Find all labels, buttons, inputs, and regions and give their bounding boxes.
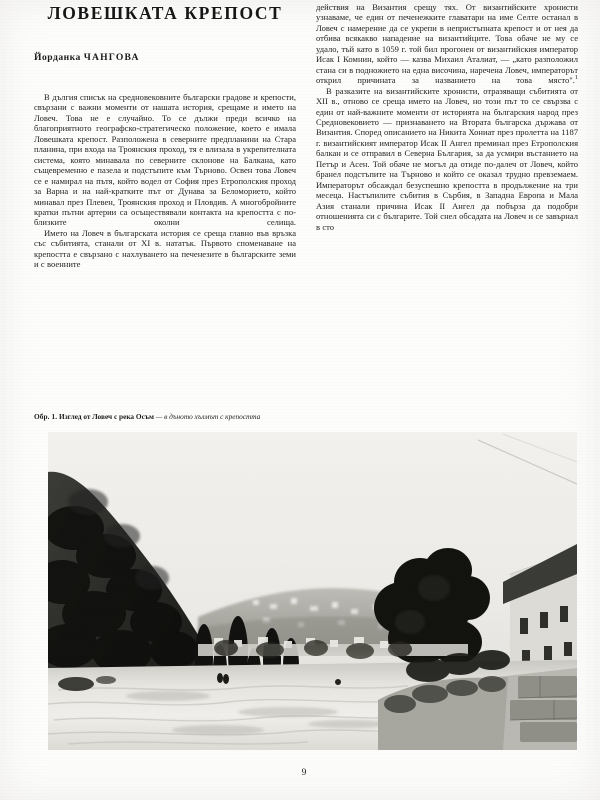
body-column-left (34, 92, 296, 270)
paragraph-text: действия на Византия срещу тях. От византийските хронисти узнаваме, че един от печенежките главатари на име Селте останал в Ловеч с намерение да се укрепи в непристъпната крепост и от нея да отбива всякакво нападение на византийците. Това обаче не му се удало, тъй като в 1059 г. той бил прогонен от византийския император Исак I Комнин, който — казва Михаил Аталиат, — „като разположил стана си в подножието на една височина, наречена Ловеч, императорът открил причината за названието на това място". (316, 2, 578, 86)
footnote-marker: 1 (574, 74, 578, 82)
page-number: 9 (301, 768, 307, 778)
paragraph-text: В разказите на византийските хронисти, отразяващи събитията от XII в., отново се среща името на Ловеч, но този път то се свързва с един от най-важните моменти от историята на българския народ през Средновековието — признаването на Втората българска държава от Византия. Според описанието на Никита Хониат през пролетта на 1187 г. византийският император Исак II Ангел преминал през Етрополския балкан и се отправил в Северна България, за да усмири въстанието на Петър и Асен. Той обаче не могъл да отиде по-далеч от Ловеч, който бранел подстъпите на Търново и който се оказал трудно превземаем. Императорът обсаждал безуспешно крепостта в продължение на три месеца. Настъпилите събития в Сърбия, в Западна Европа и Мала Азия станали причина Исак II Ангел да побърза да подобри отношенията си с българите. Той снел обсадата на Ловеч и се завърнал в сто (316, 85, 578, 232)
paragraph (316, 2, 578, 86)
photograph-image (48, 432, 577, 750)
page-content-area (28, 0, 580, 800)
figure-caption-dash: — (154, 412, 165, 421)
figure-caption-italic: в дъното хълмът с крепостта (164, 412, 261, 421)
article-author (34, 52, 296, 63)
author-first-name: Йорданка (34, 52, 81, 63)
figure-caption (34, 412, 580, 421)
paragraph (316, 86, 578, 232)
photo-lovech-river-osam (48, 432, 577, 750)
paragraph: Името на Ловеч в българската история се среща главно във връзка със събитията, станали от XI в. нататък. Първото споменаване на крепостта е свързано с нахлуването на печенезите в българските земи и с военните (34, 227, 296, 270)
figure-block (34, 412, 580, 750)
paragraph: В дългия списък на средновековните български градове и крепости, свързани с важни моменти от нашата история, срещаме и името на Ловеч. Това не е случайно. То се дължи преди всичко на благоприятното географско-стратегическо положение, което е имала Ловешката крепост. Разположена в северните предпланини на Стара планина, при входа на Троянския проход, тя е влизала в укрепителната система, която минавала по северните склонове на Балкана, като същевременно е пазела и подстъпите към Търново. Освен това Ловеч се е намирал на пътя, който водел от София през Етрополския проход за Варна и на най-кратките път от Дунава за Беломорието, който минавал през Плевен, Троянския проход и Пловдив. А многобройните кратки пътни артерии са осъществявали контакта на крепостта с по-близките околни селища. (34, 92, 296, 228)
article-title: ЛОВЕШКАТА КРЕПОСТ (47, 3, 283, 23)
author-surname: ЧАНГОВА (83, 52, 140, 63)
figure-caption-main: Изглед от Ловеч с река Осъм (57, 412, 155, 421)
figure-label: Обр. 1. (34, 412, 58, 421)
body-column-right (316, 2, 578, 232)
